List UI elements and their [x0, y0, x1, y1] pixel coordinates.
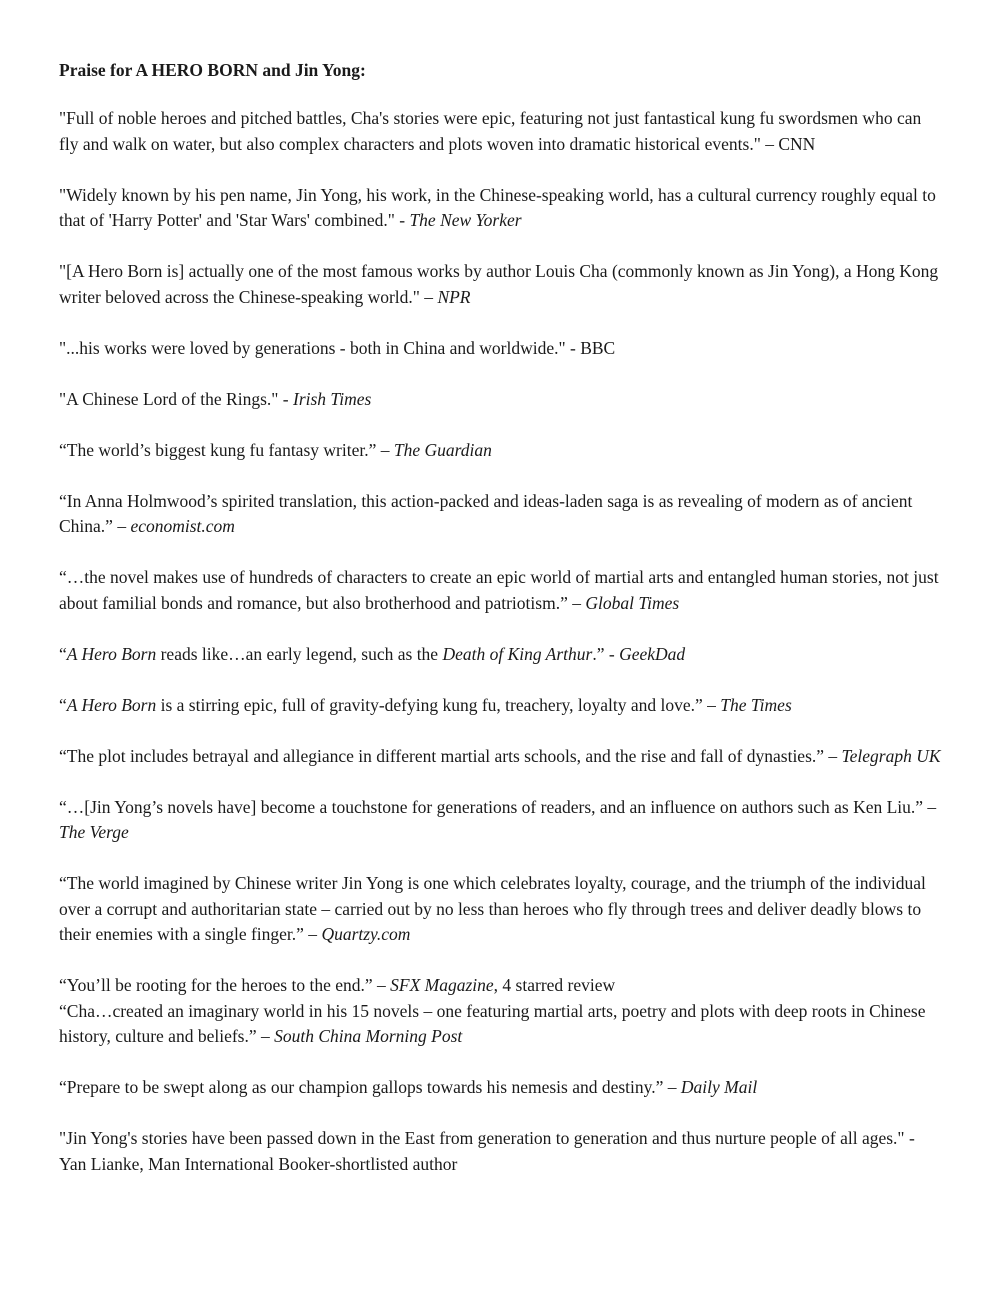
quote-daily-mail	[59, 1075, 944, 1101]
quote-source: GeekDad	[619, 643, 686, 664]
quote-text: “The plot includes betrayal and allegiance in different martial arts schools, and the rise and fall of dynasties.” –	[59, 745, 838, 766]
quote-text: “Cha…created an imaginary world in his 15 novels – one featuring martial arts, poetry and plots with deep roots in Chinese history, culture and beliefs.” –	[59, 1000, 926, 1046]
quote-text: “The world’s biggest kung fu fantasy writer.” –	[59, 439, 390, 460]
quote-telegraph	[59, 744, 944, 770]
quote-economist	[59, 489, 944, 540]
quote-the-verge	[59, 795, 944, 846]
quote-source: Global Times	[585, 592, 680, 613]
quote-irish-times	[59, 387, 944, 413]
quote-text: “In Anna Holmwood’s spirited translation, this action-packed and ideas-laden saga is as revealing of modern as of ancient China.” –	[59, 490, 913, 536]
quote-yan-lianke	[59, 1126, 944, 1177]
quote-the-times: “A Hero Born is a stirring epic, full of gravity-defying kung fu, treachery, loyalty and love.” – The Times	[59, 694, 792, 715]
quote-global-times	[59, 565, 944, 616]
quote-text: “Prepare to be swept along as our champion gallops towards his nemesis and destiny.” –	[59, 1077, 677, 1097]
quote-source: The Times	[720, 694, 792, 715]
quote-source: SFX Magazine	[390, 975, 494, 995]
quote-npr	[59, 259, 944, 310]
page-heading: Praise for A HERO BORN and Jin Yong:	[59, 60, 366, 80]
quote-source: BBC	[580, 337, 616, 358]
quote-text: “The world imagined by Chinese writer Jin Yong is one which celebrates loyalty, courage, and the triumph of the individual over a corrupt and authoritarian state – carried out by no less than heroes who fly through trees and deliver deadly blows to their enemies with a single finger.” –	[59, 873, 926, 944]
quote-text: "Widely known by his pen name, Jin Yong, his work, in the Chinese-speaking world, has a cultural currency roughly equal to that of 'Harry Potter' and 'Star Wars' combined." -	[59, 184, 936, 230]
book-title: A Hero Born	[66, 643, 157, 664]
quote-source: The Verge	[59, 822, 129, 842]
quote-sfx	[59, 973, 944, 999]
praise-page	[59, 58, 944, 1203]
quote-source: economist.com	[130, 516, 235, 536]
quote-quartzy	[59, 871, 944, 948]
quote-source: NPR	[437, 286, 471, 307]
quote-text: "Full of noble heroes and pitched battles, Cha's stories were epic, featuring not just fantastical kung fu swordsmen who can fly and walk on water, but also complex characters and plots woven into dramatic historical events." –	[59, 108, 922, 154]
quote-source: South China Morning Post	[274, 1026, 463, 1046]
quote-text: is a stirring epic, full of gravity-defying kung fu, treachery, loyalty and love.” –	[156, 694, 716, 715]
quote-scmp	[59, 999, 944, 1050]
quote-text: "[A Hero Born is] actually one of the most famous works by author Louis Cha (commonly known as Jin Yong), a Hong Kong writer beloved across the Chinese-speaking world." –	[59, 261, 939, 307]
quote-text: "Jin Yong's stories have been passed down in the East from generation to generation and thus nurture people of all ages." - Yan Lianke, Man International Booker-shortlisted author	[59, 1128, 915, 1174]
book-title: A Hero Born	[66, 694, 157, 715]
quote-guardian	[59, 438, 944, 464]
quote-source: The New Yorker	[409, 210, 522, 230]
quote-source: Daily Mail	[680, 1077, 758, 1097]
quote-source: Quartzy.com	[321, 924, 411, 944]
quote-text: “…the novel makes use of hundreds of characters to create an epic world of martial arts and entangled human stories, not just about familial bonds and romance, but also brotherhood and patriotism.” –	[59, 567, 939, 613]
quote-geekdad: “A Hero Born reads like…an early legend, such as the Death of King Arthur.” - GeekDad	[59, 643, 686, 664]
quote-text: “You’ll be rooting for the heroes to the end.” –	[59, 975, 386, 995]
quote-new-yorker	[59, 183, 944, 234]
quote-cnn	[59, 106, 944, 157]
quote-source: Irish Times	[293, 388, 372, 409]
quote-bbc	[59, 336, 944, 362]
quote-source: CNN	[778, 133, 816, 154]
quote-suffix: , 4 starred review	[493, 975, 616, 995]
quote-source: The Guardian	[393, 439, 492, 460]
quote-source: Telegraph UK	[841, 745, 941, 766]
referenced-work: Death of King Arthur	[442, 643, 593, 664]
quote-text: "A Chinese Lord of the Rings." -	[59, 388, 289, 409]
quote-text: "...his works were loved by generations - both in China and worldwide." -	[59, 337, 576, 358]
quote-text: “…[Jin Yong’s novels have] become a touchstone for generations of readers, and an influence on authors such as Ken Liu.” –	[59, 796, 937, 817]
quote-text: reads like…an early legend, such as the	[156, 643, 443, 664]
